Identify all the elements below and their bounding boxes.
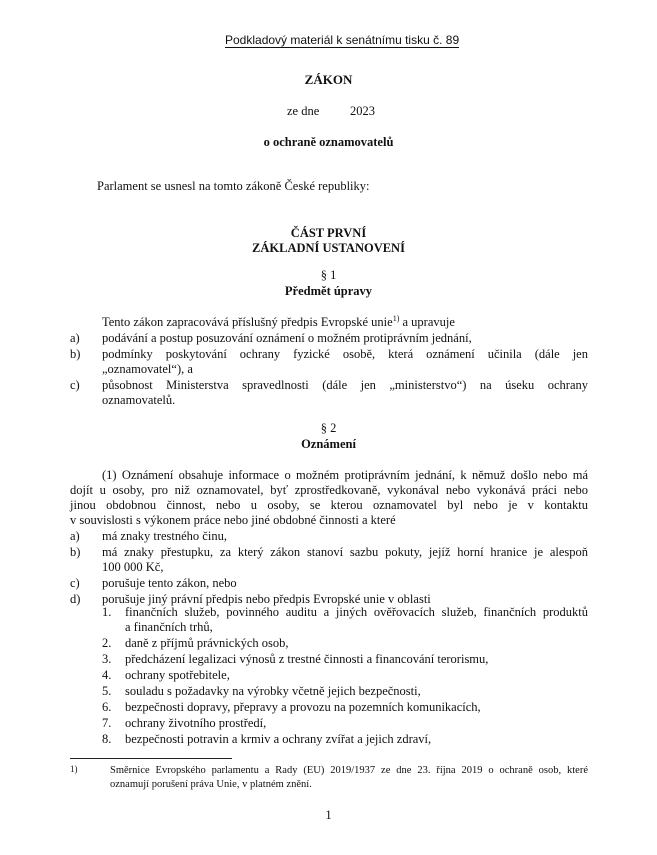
intro-text: Tento zákon zapracovává příslušný předpis Evropské unie — [102, 315, 393, 329]
section-1-intro — [102, 315, 455, 330]
list-item-text: „oznamovatel“), a — [102, 362, 193, 376]
list-item-label: c) — [70, 576, 80, 590]
sublist-item-text: a finančních trhů, — [125, 620, 213, 634]
date-prefix: ze dne — [287, 104, 320, 118]
list-item-text: má znaky trestného činu, — [102, 529, 227, 543]
paragraph-line: jinou obdobnou činnost, nebo u osoby, se kterou oznamovatel byl nebo je v kontaktu — [70, 498, 588, 512]
sublist-item-label: 7. — [102, 716, 112, 730]
list-item-label: c) — [70, 378, 80, 392]
sublist-item-label: 6. — [102, 700, 112, 714]
sublist-item-text: bezpečnosti dopravy, přepravy a provozu na pozemních komunikacích, — [125, 700, 481, 714]
paragraph-line: (1) Oznámení obsahuje informace o možném protiprávním jednání, k němuž došlo nebo má — [102, 468, 588, 482]
list-item-text: oznamovatelů. — [102, 393, 176, 407]
sublist-item-label: 8. — [102, 732, 112, 746]
date-year: 2023 — [350, 104, 375, 118]
footnote-line: Směrnice Evropského parlamentu a Rady (EU) 2019/1937 ze dne 23. října 2019 o ochraně osob, které — [110, 765, 588, 776]
section-2-number: § 2 — [320, 421, 337, 435]
section-1-number: § 1 — [320, 268, 337, 282]
sublist-item-text: bezpečnosti potravin a krmiv a ochrany zvířat a jejich zdraví, — [125, 732, 432, 746]
list-item-label: a) — [70, 529, 80, 543]
footnote-mark: 1) — [70, 764, 78, 774]
sublist-item-text: finančních služeb, povinného auditu a jiných ověřovacích služeb, finančních produktů — [125, 605, 588, 619]
sublist-item-label: 4. — [102, 668, 112, 682]
law-title: ZÁKON — [304, 72, 353, 87]
part-name: ZÁKLADNÍ USTANOVENÍ — [252, 241, 405, 255]
sublist-item-label: 3. — [102, 652, 112, 666]
sublist-item-text: ochrany spotřebitele, — [125, 668, 230, 682]
intro-text-end: a upravuje — [399, 315, 455, 329]
list-item-text: podmínky poskytování ochrany fyzické osobě, která oznámení učinila (dále jen — [102, 347, 588, 361]
list-item-text: má znaky přestupku, za který zákon stanoví sazbu pokuty, jejíž horní hranice je alespoň — [102, 545, 588, 559]
page-number: 1 — [325, 808, 332, 822]
law-subtitle: o ochraně oznamovatelů — [263, 135, 394, 149]
section-1-heading: Předmět úpravy — [284, 284, 373, 298]
preamble: Parlament se usnesl na tomto zákoně České republiky: — [97, 179, 370, 193]
paragraph-line: dojít u osoby, pro niž oznamovatel, byť zprostředkovaně, vykonával nebo vykonává práci nebo — [70, 483, 588, 497]
section-2-heading: Oznámení — [301, 437, 356, 451]
list-item-label: d) — [70, 592, 81, 606]
list-item-label: a) — [70, 331, 80, 345]
sublist-item-text: ochrany životního prostředí, — [125, 716, 267, 730]
sublist-item-label: 1. — [102, 605, 112, 619]
part-number: ČÁST PRVNÍ — [290, 226, 367, 240]
footnote-line: oznamují porušení práva Unie, v platném znění. — [110, 779, 312, 790]
list-item-text: porušuje tento zákon, nebo — [102, 576, 237, 590]
sublist-item-label: 5. — [102, 684, 112, 698]
list-item-text: 100 000 Kč, — [102, 560, 164, 574]
footnote-separator — [70, 758, 232, 759]
footnote-reference: 1) — [392, 313, 400, 323]
paragraph-line: v souvislosti s výkonem práce nebo jiné obdobné činnosti a které — [70, 513, 396, 527]
list-item-label: b) — [70, 545, 81, 559]
document-header: Podkladový materiál k senátnímu tisku č. 89 — [225, 33, 460, 47]
sublist-item-label: 2. — [102, 636, 112, 650]
sublist-item-text: předcházení legalizaci výnosů z trestné činnosti a financování terorismu, — [125, 652, 489, 666]
list-item-text: působnost Ministerstva spravedlnosti (dále jen „ministerstvo“) na úseku ochrany — [102, 378, 588, 392]
sublist-item-text: daně z příjmů právnických osob, — [125, 636, 289, 650]
list-item-text: podávání a postup posuzování oznámení o možném protiprávním jednání, — [102, 331, 472, 345]
list-item-text: porušuje jiný právní předpis nebo předpis Evropské unie v oblasti — [102, 592, 431, 606]
sublist-item-text: souladu s požadavky na výrobky včetně jejich bezpečnosti, — [125, 684, 421, 698]
list-item-label: b) — [70, 347, 81, 361]
